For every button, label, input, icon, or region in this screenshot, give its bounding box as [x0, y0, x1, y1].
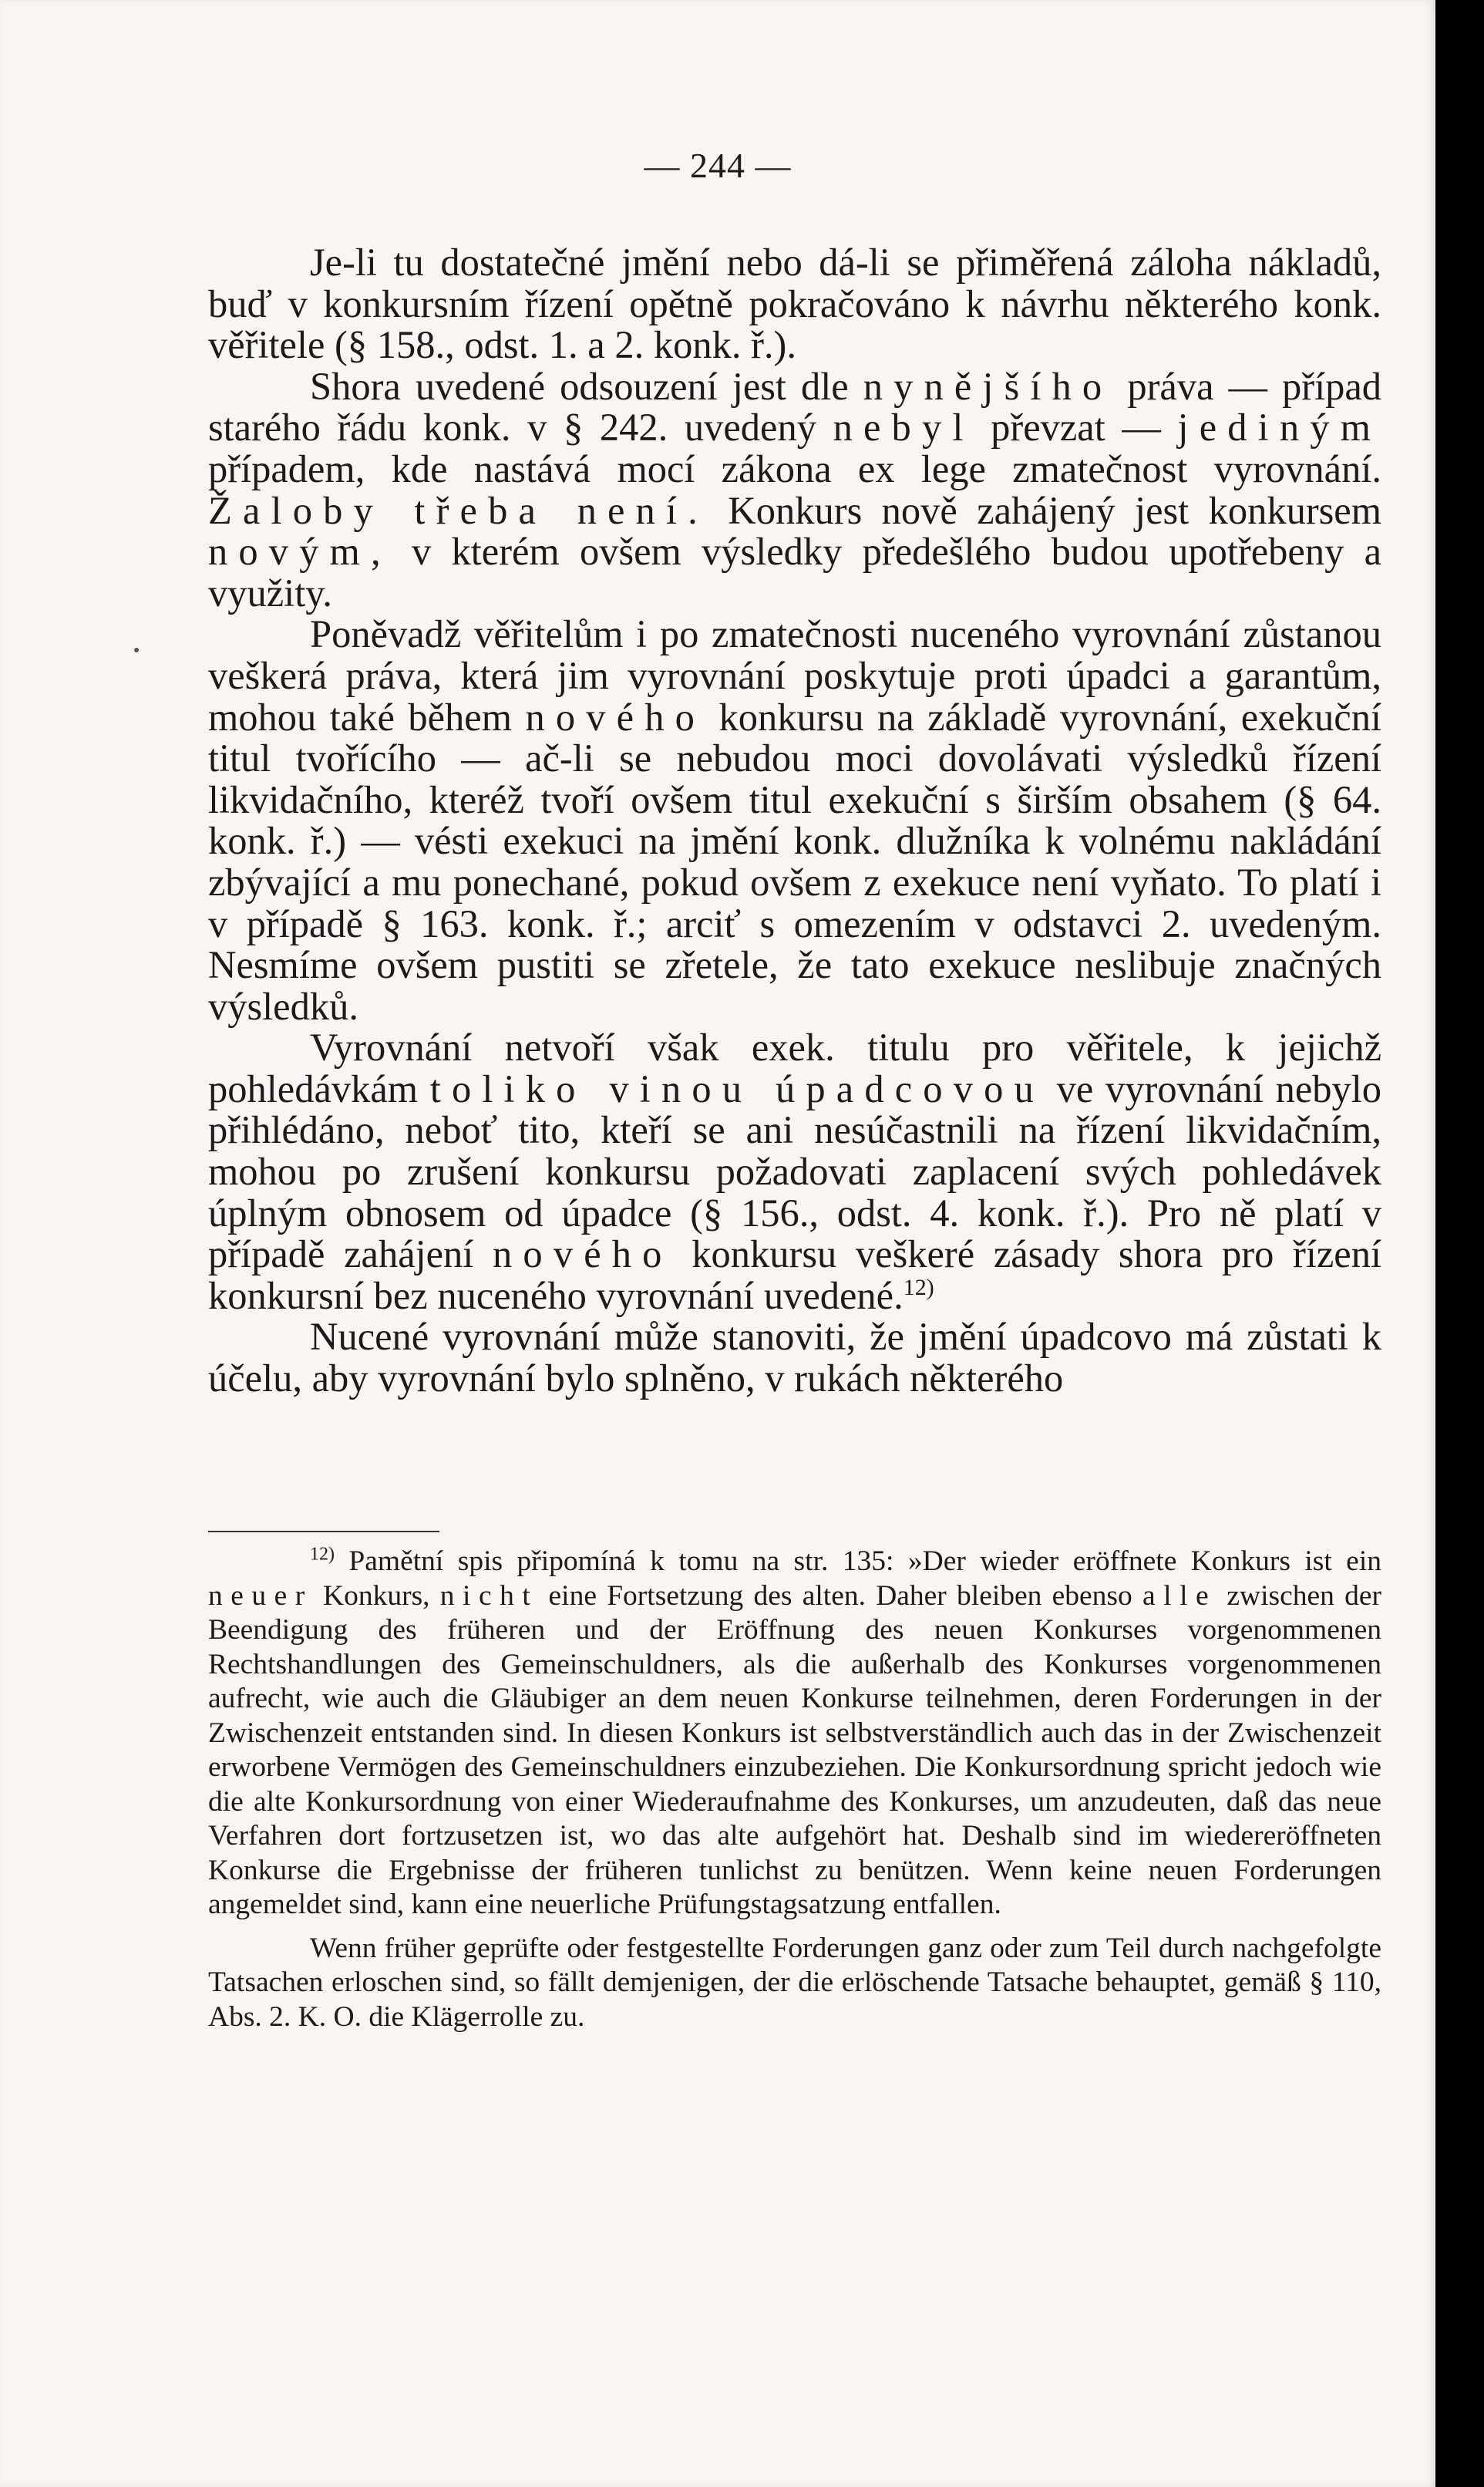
text-run: konkursu veškeré zásady shora pro řízení konkursní bez nuceného vyrovnání uvedené.: [208, 1232, 1381, 1317]
footnote-rule: [208, 1531, 439, 1532]
text-run: případem, kde nastává mocí zákona ex lege zmatečnost vyrovnání.: [208, 447, 1381, 490]
spaced-emphasis: Žaloby třeba není.: [208, 488, 708, 532]
text-run: Pamětní spis připomíná k tomu na str. 135: »Der wieder eröffnete Konkurs ist ein: [348, 1545, 1381, 1577]
paragraph-4: [208, 1027, 1381, 1316]
scan-border: [1435, 0, 1484, 2487]
footnote-reference: 12): [903, 1275, 934, 1301]
page-number: — 244 —: [644, 146, 792, 185]
paragraph-1: Je-li tu dostatečné jmění nebo dá-li se přiměřená záloha nákladů, buď v konkursním řízení opětně pokračováno k návrhu některého konk. věřitele (§ 158., odst. 1. a 2. konk. ř.).: [208, 241, 1381, 367]
text-run: eine Fortsetzung des alten. Daher bleiben ebenso: [548, 1579, 1132, 1612]
spaced-emphasis: nynějšího: [863, 364, 1113, 408]
spaced-emphasis: nebyl: [833, 406, 974, 450]
spaced-emphasis: nového: [493, 1232, 673, 1276]
text-run: konkursu na základě vyrovnání, exekuční titul tvořícího — ač-li se nebudou moci dovolávati výsledků řízení likvidačního, kteréž tvoří ovšem titul exekuční s širším obsahem (§ 64. konk. ř.) — vésti exekuci na jmění konk. dlužníka k volnému nakládání zbývající a mu ponechané, pokud ovšem z exekuce není vyňato. To platí i v případě § 163. konk. ř.; arciť s omezením v odstavci 2. uvedeným. Nesmíme ovšem pustiti se zřetele, že tato exekuce neslibuje značných výsledků.: [208, 695, 1381, 1028]
text-run: Konkurs,: [323, 1579, 430, 1612]
text-run: zwischen der Beendigung des früheren und der Eröffnung des neuen Konkurses vorgenommenen Rechtshandlungen des Gemeinschuldners, als die außerhalb des Konkurses vorgenommenen aufrecht, wie auch die Gläubiger an dem neuen Konkurse teilnehmen, deren Forderungen in der Zwischenzeit entstanden sind. In diesen Konkurs ist selbstverständlich auch das in der Zwischenzeit erworbene Vermögen des Gemeinschuldners einzubeziehen. Die Konkursordnung spricht jedoch wie die alte Konkursordnung von einer Wiederaufnahme des Konkurses, um anzudeuten, daß das neue Verfahren dort fortzusetzen ist, wo das alte aufgehört hat. Deshalb sind im wiedereröffneten Konkurse die Ergebnisse der früheren tunlichst zu benützen. Wenn keine neuen Forderungen angemeldet sind, kann eine neuerliche Prüfungstagsatzung entfallen.: [208, 1579, 1382, 1920]
spaced-emphasis: novým,: [208, 530, 392, 574]
footnote-paragraph-1: [208, 1545, 1381, 1923]
footnote-paragraph-2: Wenn früher geprüfte oder festgestellte Forderungen ganz oder zum Teil durch nachgefolgte Tatsachen erloschen sind, so fällt demjenigen, der die erlöschende Tatsache behauptet, gemäß § 110, Abs. 2. K. O. die Klägerrolle zu.: [208, 1932, 1381, 2033]
paragraph-5: Nucené vyrovnání může stanoviti, že jmění úpadcovo má zůstati k účelu, aby vyrovnání bylo splněno, v rukách některého: [208, 1315, 1381, 1400]
footnote: [208, 1545, 1381, 2034]
spaced-emphasis: jediným: [1177, 406, 1382, 450]
text-run: převzat —: [991, 406, 1161, 450]
text-run: Konkurs nově zahájený jest konkursem: [728, 488, 1381, 532]
text-run: Shora uvedené odsouzení jest dle: [310, 364, 849, 408]
paragraph-3: [208, 614, 1381, 1027]
paragraph-2: [208, 366, 1381, 615]
spaced-emphasis: nového: [525, 695, 706, 739]
text-run: ve vyrovnání nebylo přihlédáno, neboť tito, kteří se ani nesúčastnili na řízení likvidačním, mohou po zrušení konkursu požadovati zaplacení svých pohledávek úplným obnosem od úpadce (§ 156., odst. 4. konk. ř.). Pro ně platí v případě zahájení: [208, 1067, 1382, 1276]
footnote-marker: 12): [310, 1544, 335, 1565]
spaced-emphasis: toliko vinou úpadcovou: [429, 1067, 1045, 1110]
main-text: [208, 242, 1381, 1400]
text-run: práva — případ starého řádu konk. v § 242. uvedený: [208, 364, 1382, 450]
spaced-emphasis: alle: [1142, 1579, 1217, 1612]
spaced-emphasis: neuer: [208, 1579, 313, 1612]
spaced-emphasis: nicht: [439, 1579, 539, 1612]
scan-speck: [134, 648, 139, 652]
text-run: Poněvadž věřitelům i po zmatečnosti nuceného vyrovnání zůstanou veškerá práva, která jim vyrovnání poskytuje proti úpadci a garantům, mohou také během: [208, 612, 1381, 739]
text-run: v kterém ovšem výsledky předešlého budou upotřebeny a využity.: [208, 530, 1381, 615]
text-run: Vyrovnání netvoří však exek. titulu pro věřitele, k jejichž pohledávkám: [208, 1026, 1381, 1110]
